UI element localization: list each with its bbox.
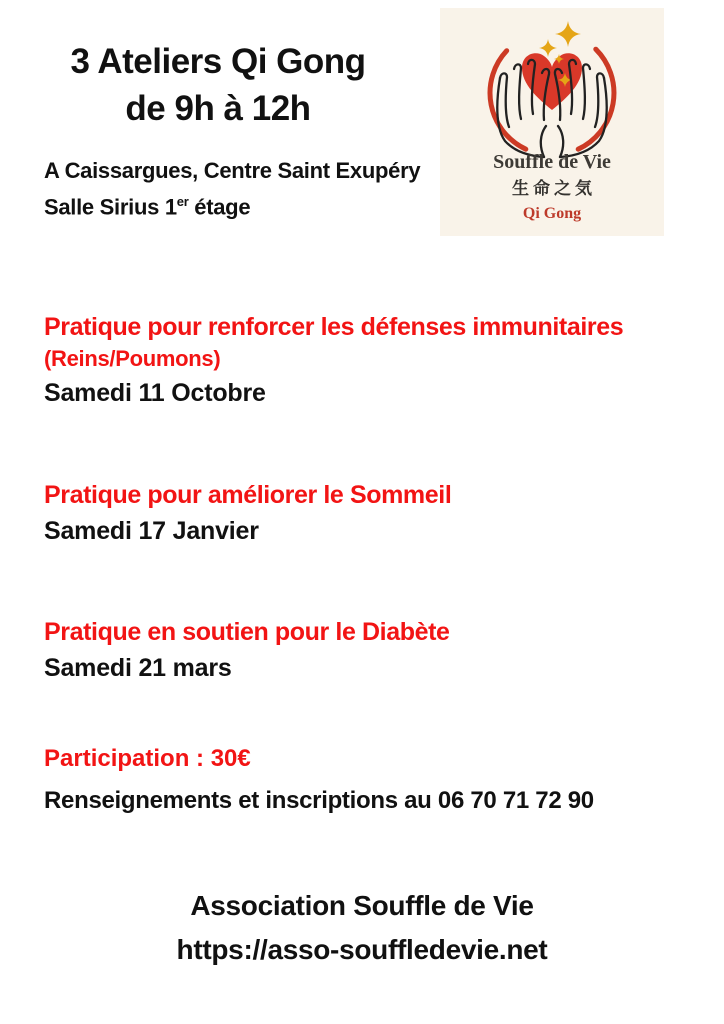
workshop-section-3 (44, 615, 450, 685)
workshop-3-title: Pratique en soutien pour le Diabète (44, 618, 450, 646)
workshop-2-date: Samedi 17 Janvier (44, 517, 259, 545)
logo-graphic (440, 8, 664, 236)
pricing-block (44, 742, 594, 818)
workshop-section-2 (44, 478, 451, 548)
workshop-1-subtitle: (Reins/Poumons) (44, 346, 221, 371)
title-line-2: de 9h à 12h (125, 89, 311, 128)
logo-name: Souffle de Vie (493, 151, 611, 173)
logo-chinese-characters: 生命之気 (512, 179, 596, 199)
souffle-de-vie-logo (440, 8, 664, 236)
workshop-1-date: Samedi 11 Octobre (44, 379, 266, 407)
workshop-3-date: Samedi 21 mars (44, 654, 232, 682)
location-text (44, 155, 420, 222)
association-name: Association Souffle de Vie (190, 890, 534, 921)
title-line-1: 3 Ateliers Qi Gong (70, 42, 366, 81)
workshop-2-title: Pratique pour améliorer le Sommeil (44, 481, 452, 509)
page-title (37, 44, 399, 126)
website-url: https://asso-souffledevie.net (176, 934, 548, 965)
location-line-2 (44, 186, 420, 222)
workshop-1-title: Pratique pour renforcer les défenses immunitaires (44, 313, 624, 341)
participation-fee: Participation : 30€ (44, 745, 251, 772)
location-line-2-sup: er (176, 194, 189, 209)
location-line-2-suffix: étage (188, 194, 251, 220)
location-line-2-prefix: Salle Sirius 1 (44, 194, 177, 220)
workshop-section-1 (44, 310, 623, 410)
logo-subtitle: Qi Gong (522, 205, 582, 222)
contact-info: Renseignements et inscriptions au 06 70 71 72 90 (44, 787, 594, 814)
footer (0, 884, 724, 972)
location-line-1: A Caissargues, Centre Saint Exupéry (44, 158, 421, 183)
